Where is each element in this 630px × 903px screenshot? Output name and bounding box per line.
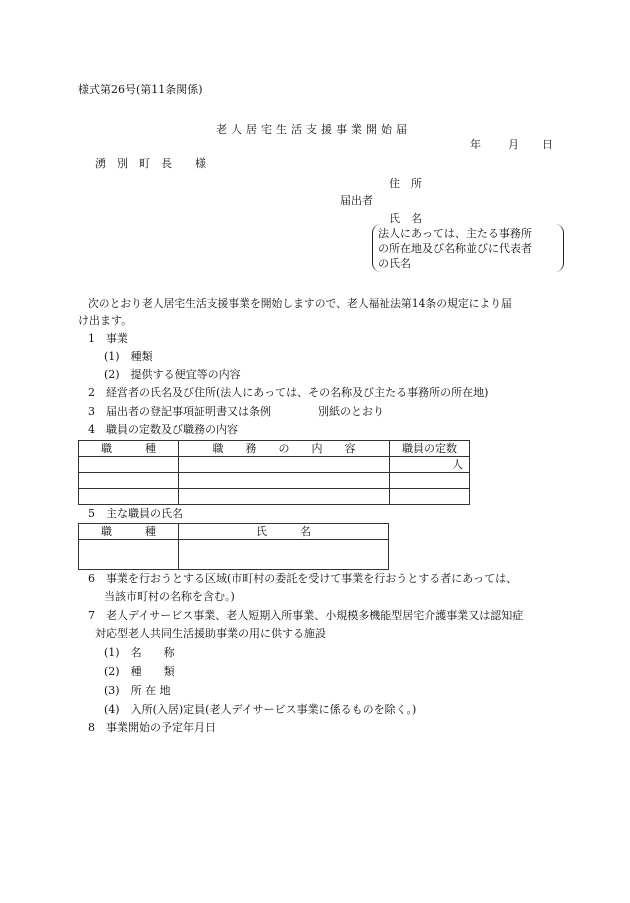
corporation-note-line-2: の所在地及び名称並びに代表者 bbox=[378, 242, 532, 255]
page-title: 老人居宅生活支援事業開始届 bbox=[216, 123, 411, 136]
section-7-1: (1) 名 称 bbox=[104, 646, 175, 659]
section-1-1: (1) 種類 bbox=[104, 350, 153, 363]
date-day: 日 bbox=[542, 138, 553, 151]
section-3-reference: 別紙のとおり bbox=[318, 405, 384, 418]
section-7-line-1: 7 老人デイサービス事業、老人短期入所事業、小規模多機能型居宅介護事業又は認知症 bbox=[88, 609, 524, 622]
table-row bbox=[79, 489, 470, 505]
corporation-note-line-3: の氏名 bbox=[378, 257, 411, 270]
section-2: 2 経営者の氏名及び住所(法人にあっては、その名称及び主たる事務所の所在地) bbox=[88, 386, 489, 399]
staff-table-header-duties: 職 務 の 内 容 bbox=[179, 441, 390, 457]
section-7-line-2: 対応型老人共同生活援助事業の用に供する施設 bbox=[95, 627, 326, 640]
staff-count-unit: 人 bbox=[390, 457, 470, 473]
staff-table-header-type: 職 種 bbox=[79, 441, 179, 457]
section-1-2: (2) 提供する便宜等の内容 bbox=[104, 368, 241, 381]
staff-table-header-count: 職員の定数 bbox=[390, 441, 470, 457]
addressee-honorific: 様 bbox=[195, 157, 206, 170]
section-6-line-1: 6 事業を行おうとする区域(市町村の委託を受けて事業を行おうとする者にあっては、 bbox=[88, 572, 518, 585]
section-1: 1 事業 bbox=[88, 332, 128, 345]
table-row bbox=[79, 540, 389, 570]
section-4: 4 職員の定数及び職務の内容 bbox=[88, 423, 238, 436]
form-number: 様式第26号(第11条関係) bbox=[78, 83, 203, 96]
address-label: 住 所 bbox=[389, 177, 422, 190]
section-7-4: (4) 入所(入居)定員(老人デイサービス事業に係るものを除く。) bbox=[104, 703, 417, 716]
applicant-label: 届出者 bbox=[340, 194, 373, 207]
section-5: 5 主な職員の氏名 bbox=[88, 507, 183, 520]
section-6-line-2: 当該市町村の名称を含む。) bbox=[104, 590, 235, 603]
corporation-note-line-1: 法人にあっては、主たる事務所 bbox=[378, 227, 532, 240]
body-text-line-1: 次のとおり老人居宅生活支援事業を開始しますので、老人福祉法第14条の規定により届 bbox=[88, 297, 512, 310]
names-table-header-name: 氏 名 bbox=[179, 524, 389, 540]
table-row bbox=[79, 473, 470, 489]
names-table bbox=[78, 523, 389, 570]
addressee-town: 湧 別 町 長 bbox=[95, 157, 172, 170]
section-8: 8 事業開始の予定年月日 bbox=[88, 721, 216, 734]
name-label: 氏 名 bbox=[389, 212, 422, 225]
names-table-header-type: 職 種 bbox=[79, 524, 179, 540]
section-7-2: (2) 種 類 bbox=[104, 665, 175, 678]
date-month: 月 bbox=[508, 138, 519, 151]
date-year: 年 bbox=[470, 138, 481, 151]
section-7-3: (3) 所 在 地 bbox=[104, 684, 171, 697]
section-3: 3 届出者の登記事項証明書又は条例 bbox=[88, 405, 271, 418]
body-text-line-2: け出ます。 bbox=[78, 314, 133, 327]
staff-table bbox=[78, 440, 470, 505]
table-row bbox=[79, 457, 470, 473]
